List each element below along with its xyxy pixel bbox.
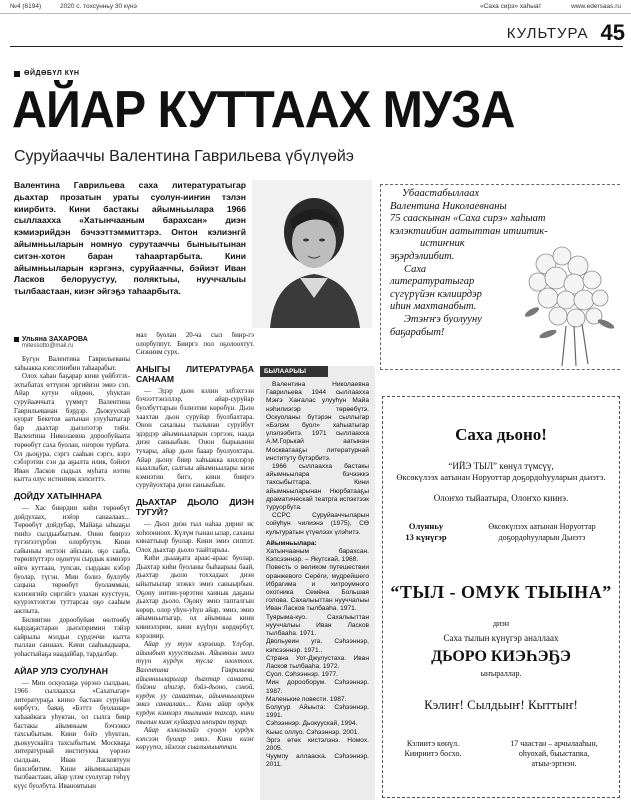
ad-schedule-line: оһуохай, быыстапка, <box>518 749 590 758</box>
paragraph: 1966 сыллаахха бастакы айымньылара бэчээккэ тахсыбыттара. Кини айымньыларынан Нюрбатааҕы драматическай театрга испэктээк туруорбута. <box>266 463 369 512</box>
paragraph: Киһи дьыаҕата араас-араас буолар. Дьахтар киһи буоланы быһаарыы баай, дьахтар дьоло тоххадаах диэн ыйытыылар элэккэ эмиэ саныырбын. Оҕону иитии-үөрэтии ханнык даҕаны дьахтар дьоло. Оҕону эмиэ тапталгын көрөр, олор уһун-уһун айар, эмиэ, эмиэ айымньытыгар, ол айымньы кини киинэлэрин, кини күүһүн көрдөрбүт, кэрэлиир. <box>136 555 254 640</box>
section-heading: ДЬАХТАР ДЬОЛО ДИЭН ТУГУЙ? <box>136 496 254 517</box>
works-item: Болугур Айыыта: Сэһээннэр. 1991. <box>266 703 369 720</box>
box-border-bottom <box>380 368 620 370</box>
lead-paragraph: Валентина Гаврильева саха литературатыгар дьахтар прозатын ураты суолун-ииҥин тэлэн киирбитэ. Кини бастакы айымньылара 1966 сыллаахха «Хатынчааным барахсан» диэн кэмиэрийдэн бэчээттэммиттэрэ. Онтон кэлиэнгй айымньыларын номнуо сурутааччы быныытынан ситэн-хотон баран таһаартарбыта. Кини айымньыларын кэргэнэ, суруйааччы, бэйиэт Иван Ласков белоруустуу, поляктыы, нууччалыы тылбаастаан, киэҥ эйгэҕэ таһаарбыта. <box>14 180 246 297</box>
quote-line: эҕэрдэлиибит. <box>390 250 455 262</box>
works-item: Мин дорооборум. Сэһээннэр. 1987. <box>266 679 369 695</box>
author-name-row <box>14 336 88 343</box>
author-byline <box>14 336 88 349</box>
paragraph: — Эдэр дьон кэлин элбэхтээн бэчээттэнэллэр, айар-суруйар буолбуттарын бэлиэтии көрөбүн. Дьон хаахтан дьон суруйар буолбахтара. Онон сахалыы тылынан суруйбут эдэрдэр айымньыларын сэргээн, наада диэн саныыбын. Онон бырыыннн тухары, айар дьон бааар буолуохтара. Айар дьону биир хаһыакка киллэрэр кыаллыбат, салгыы айымньылары киэн кэмнэтин бигэ, кини бииргэ суруйуохтара диэн саныыбын. <box>136 387 254 490</box>
page-header-bar <box>0 0 631 14</box>
ad-admission-line: Киириитэ босхо. <box>404 749 462 758</box>
box-border-left <box>380 184 384 370</box>
rubric-square-icon <box>14 71 20 77</box>
ad-text: ыҥыраллар. <box>480 669 522 678</box>
ad-venue <box>467 521 617 543</box>
biography-sidebar <box>260 366 375 800</box>
quote-line: Валентина Николаевнаны <box>390 200 507 212</box>
quote-line: баҕарабыт! <box>390 326 445 338</box>
works-item: Страна Уот-Джулустаха. Иван Ласков тылбааһа. 1972. <box>266 654 369 670</box>
ad-call-to-action: Кэлиҥ! Сылдьыҥ! Кыттыҥ! <box>424 697 578 712</box>
works-item: Кыыс оллуо. Сэһээннэр. 2001. <box>266 728 360 736</box>
paragraph: мал буолан 20-ча сыл биир-гэ олорбуппут. Бииргэ пол оҕолоохтут. Сизниим сурх. <box>136 332 254 357</box>
rubric-label: ӨЙДӨБҮЛ КҮН <box>24 70 80 77</box>
works-item: Туярыма-куо. Сахалыыттан нууччалыы Иван Ласков тылбааһа. 1971. <box>266 613 369 638</box>
ad-admission-line: Кэлиитэ көнүл. <box>406 739 460 748</box>
quote-line: иһин махтанабыт. <box>390 301 477 313</box>
section-name: КУЛЬТУРА <box>506 24 589 42</box>
ad-admission <box>391 739 475 759</box>
ad-text: диэн <box>492 619 510 628</box>
paragraph: ССРС Суруйааччыларын сойуһун чилиэнэ (1975), СӨ культуратын үтүөлээх үлэһитэ. <box>266 512 369 536</box>
box-border-top <box>380 184 620 186</box>
event-advertisement <box>382 396 620 798</box>
issue-date: 2020 с. тохсунньу 30 күнэ <box>60 3 137 10</box>
ad-schedule-line: атыы-эргиэн. <box>531 759 577 768</box>
works-item: Сэһээннэр. Дьокуускай, 1994. <box>266 720 358 728</box>
works-item: Хатынчааным барахсан. Кэпсээннэр. – Якутскай, 1968. <box>266 548 369 564</box>
italic-paragraph: Айар уу туун кэрэлиир. Үлүбэр, айыыбыт кууустыгын. Айымньы эмиэ түүн күрдүк тусла олохтоох. Валентина Гаврильева айымньыларыгар дьахтар санаата, бэйэни иһигэр, бэйэ-дьоно, сэмэй, курдук уу санаатын, айымньыларын эмиэ санаалаах... Кини айар ордук курдук кэмнэрэ тылынан тахсар, кини тылын киэҥ куйаарга ыҥыран турар. <box>136 641 254 726</box>
congratulation-box <box>380 184 620 370</box>
newspaper-name: «Саха сирэ» хаһыат <box>480 3 542 10</box>
paragraph: Билиигин дорообуйам өөлтөөбү кырдаҕастаран дьиэлэримин тэйэр сайрылы мэлдьи сүрдэччи кытта тыллан саннаах. Кини сааһыыдыара, уоһастыйаҕа наадайбар, тардалбар. <box>14 616 130 658</box>
website[interactable]: www.edersaas.ru <box>571 3 621 10</box>
page-number: 45 <box>600 20 625 45</box>
issue-number: №4 (6194) <box>10 3 42 10</box>
rubric <box>14 70 79 77</box>
ad-event-type: ДЬОРО КИЭҺЭҔЭ <box>431 648 571 665</box>
quote-line: Убаастабыллаах <box>402 188 480 199</box>
byline-square-icon <box>14 337 19 342</box>
works-item: Эргэ өтөх кистэлэнэ. Номох. 2005. <box>266 736 369 752</box>
quote-line: истиҥник <box>420 238 465 250</box>
works-item: Маленькие повести. 1987. <box>266 695 347 703</box>
paragraph: Бүгүн Валентина Гаврильеваны хаһыакка кэпсэтиибин таһаарабыт. <box>14 356 130 372</box>
quote-line: 75 сааскынан «Саха сирэ» хаһыат <box>390 213 546 225</box>
portrait-illustration <box>252 180 372 328</box>
paragraph: — Мин оскуолаҕа үөрэнэ сылдьан, 1966 сыллаахха «Сахатыгар» литератураҕа киинэ бастаан суруйан көрбүтэ, баяаҕ «Бэттэ буоланар» хаһаайкага уһуктан, ол сылга биир бастакы айымньым бэчээккэ тахсыбытым. Кини бэйэ уһуктан, дьокуускайга тахсыбытым. Москваҕа литературнай институкка үөрэнэ сылдьан, Иван Ласковтуун билсибитим. Кини айымньыларын тылбаастаан, айар үлэм суолугар төһүү күүс буолбута. Ивановтыын <box>14 679 130 790</box>
author-portrait-photo <box>252 180 372 328</box>
biography-body <box>260 377 375 774</box>
quote-line: Саха <box>404 263 427 275</box>
works-item: Суол. Сэһээннэр. 1977. <box>266 671 339 679</box>
ad-venue-line: доҕордоһууларын Дьиэтэ <box>498 533 586 542</box>
ad-text: Саха тылын күнүгэр аналлаах <box>443 633 559 643</box>
works-item: Чуумпу аллааска. Сэһээннэр. 2011. <box>266 753 369 769</box>
quote-line: сүгүрүйэн кэлиирдэр <box>390 288 482 300</box>
header-rule <box>10 46 623 47</box>
paragraph: Валентина Николаевна Гаврильева 1944 сыллаахха Мэҥэ Хаҥалас улууһун Майа нэһилиэгэр төрөөбүтэ. Оскуоланы бүтэрэн сыллыгар «Бэлэм буол» хаһыатыгар үлэлээбитэ. 1971 сыллаахха А.М.Горькай аатынан Москватааҕы литературнай институту бүтэрбитэ. <box>266 381 369 462</box>
biography-label: БЫЛААРЫЫ <box>260 366 328 377</box>
ad-date <box>395 521 457 543</box>
ad-organizer-line: Өксөкүлээх аатынан Норуоттар доҕордоһууларын дьиэтэ. <box>396 472 606 482</box>
ad-organizers-2: Олоҥхо тыйаатыра, Олоҥхо киинэ. <box>433 493 569 503</box>
section-heading: АЙАР УЛЭ СУОЛУНАН <box>14 665 108 676</box>
italic-paragraph: Айар кэлиэнгийэ суолун курдук кэпсээн буолар эмиэ. Кини киэҥ көрүүтэ, эйэлээх сыалыныыттан. <box>136 727 254 752</box>
section-heading: АНЫГЫ ЛИТЕРАТУРАҔА САНААМ <box>136 363 254 384</box>
ad-title: Саха дьоно! <box>455 425 547 444</box>
works-item: Повесть о великом путешествии оранжевого Серёги, мудрейшего Ибрагима и хитроумного охотника Семёна Большая голова. Сахалыыттан нууччалыы Иван Ласков тылбааһа. 1971. <box>266 564 369 613</box>
headline: АЙАР КУТТААХ МУЗА <box>12 81 515 139</box>
ad-date-day: 13 күнүгэр <box>405 532 447 542</box>
author-name: Ульяна ЗАХАРОВА <box>22 336 88 343</box>
article-column-2 <box>136 332 254 804</box>
section-band <box>470 20 625 46</box>
works-item: Двольуеин уга. Сэһээннэр, кэпсээннэр. 1971.. <box>266 638 369 654</box>
paragraph: Олох хаһан баҕарар кини үөйбэтэх-эхтыбатах өттүнэн эргийиэн эмиэ сэп. Айар кутун өйдөөн, уһуктан суруйааччыта үүммүт Валентина Гаврильеванан бэрдэр. Дьокуускай куорат Бекетов аатынан улууһатыгар бар дьахтар дьиэлээтэр тийи. Валентина Николаевна дорообуйаата төрөөбүт саха буолан, оҥорон турбата. Ол дьоҕура, сэргэ сааһын сэргэ, кэрэ сэбэрэтин сэн да аҕылта илик, бэйиэт Иван Ласков сыдьах муһата иэтин кытта олус истиҥник кэпситтэ. <box>14 373 130 484</box>
subheadline: Суруйааччы Валентина Гаврильева үбүлүөйэ <box>14 148 354 165</box>
article-column-1 <box>14 356 130 804</box>
author-email[interactable]: mitessotto@mail.ru <box>22 343 74 349</box>
ad-schedule <box>493 739 615 769</box>
ad-event-name: “ТЫЛ - ОМУК ТЫЫНА” <box>390 582 612 602</box>
ad-organizer-line: “ИЙЭ ТЫЛ” көнүл түмсүү, <box>448 461 554 471</box>
paragraph: — Дьол диэн тыл наһаа дириҥ ис хоһоонноох. Күлүм гынан ылар, саханы кинаттыыр буолар. Кини эмиэ сиппэт. Олох дьахтар дьоло таайтарыы. <box>136 520 254 554</box>
paragraph: — Хас биирдии киһи төрөөбүт дойдулаах, иэйэр санаалаах... Төрөөбүт дойдубар, Майаҕа ыһыаҕы тииһэ сылдьыбытым. Онно биирээ түгэҥээтүрбэн олорбутум. Кини сайыныы истээн айсыан, оҕо сааба, төрөппүттэрэ оҕонтун сырдык кэмнэрэ өйгө куттаан, тупсан, сырдаан кэбэр буолар, түгэн. Мин бэлиэ буллубу сацына төрөөбүт буоламмын, кэлиэнгийэ сиргэйгэ улахан куустуун, куурэхтээхтэн туттарсаа оҕо сааһым ааспыта. <box>14 504 130 616</box>
ad-schedule-line: 17 чаастан – арчылааһын, <box>510 739 598 748</box>
works-heading: Айымньылара: <box>266 539 317 547</box>
ad-date-month: Олунньу <box>408 521 444 531</box>
quote-line: кэлэктиибин аатыттан итиитик- <box>390 225 548 237</box>
ad-organizers <box>383 461 619 483</box>
flower-bouquet-illustration <box>518 242 618 368</box>
section-heading: ДОЙДУ ХАТЫННАРА <box>14 490 102 501</box>
quote-line: литературатыгар <box>390 276 475 288</box>
quote-line: Этэҥҥэ буолууну <box>404 313 482 325</box>
ad-venue-line: Өксөкүлээх аатынан Норуоттар <box>488 522 596 531</box>
